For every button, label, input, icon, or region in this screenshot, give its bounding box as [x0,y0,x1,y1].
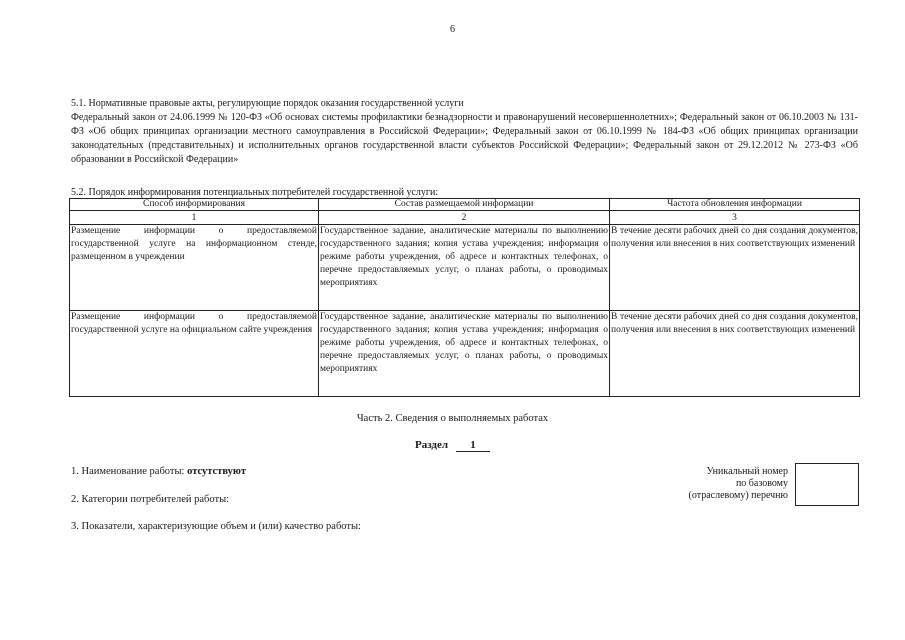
unique-number-box [795,463,859,506]
unique-number-line: по базовому [735,478,788,489]
section-label: Раздел [414,439,449,451]
section-5-1-heading: 5.1. Нормативные правовые акты, регулирующие порядок оказания государственной услуги [71,98,464,109]
table-row [70,311,860,397]
method-cell: Размещение информации о предоставляемой государственной услуге на официальном сайте учреждения [70,311,319,397]
method-cell: Размещение информации о предоставляемой государственной услуге на информационном стенде, размещенном в учреждении [70,225,319,311]
table-header-row [70,199,860,211]
content-cell: Государственное задание, аналитические материалы по выполнению государственного задания; копия устава учреждения; информация о режиме работы учреждения, об адресе и контактных телефонах, о перечне предоставляемых услуг, о планах работы, о проводимых мероприятиях [319,311,610,397]
unique-number-line: (отраслевому) перечню [688,490,788,501]
work-name-value: отсутствуют [187,466,246,477]
section-line [0,439,905,452]
section-number: 1 [456,439,490,452]
column-number: 1 [70,211,319,225]
unique-number-label [640,466,788,502]
table-row [70,225,860,311]
page-number: 6 [450,24,455,35]
informing-table [69,198,860,397]
work-name-line [71,466,246,477]
table-number-row [70,211,860,225]
indicators-line: 3. Показатели, характеризующие объем и (или) качество работы: [71,521,361,532]
work-name-label: 1. Наименование работы: [71,466,185,477]
consumer-categories-line: 2. Категории потребителей работы: [71,494,230,505]
content-cell: Государственное задание, аналитические материалы по выполнению государственного задания; копия устава учреждения; информация о режиме работы учреждения, об адресе и контактных телефонах, о перечне предоставляемых услуг, о планах работы, о проводимых мероприятиях [319,225,610,311]
unique-number-line: Уникальный номер [706,466,788,477]
legal-acts-text: Федеральный закон от 24.06.1999 № 120-ФЗ «Об основах системы профилактики безнадзорности и правонарушений несовершеннолетних»; Федеральный закон от 06.10.2003 № 131-ФЗ «Об общих принципах организации местного самоуправления в Российской Федерации»; Федеральный закон от 06.10.1999 № 184-ФЗ «Об общих принципах организации законодательных (представительных) и исполнительных органов государственной власти субъектов Российской Федерации»; Федеральный закон от 29.12.2012 № 273-ФЗ «Об образовании в Российской Федерации» [71,112,858,165]
part-2-title: Часть 2. Сведения о выполняемых работах [356,413,549,424]
header-method: Способ информирования [70,199,319,211]
header-frequency: Частота обновления информации [610,199,860,211]
column-number: 2 [319,211,610,225]
frequency-cell: В течение десяти рабочих дней со дня создания документов, получения или внесения в них соответствующих изменений [610,311,860,397]
header-content: Состав размещаемой информации [319,199,610,211]
frequency-cell: В течение десяти рабочих дней со дня создания документов, получения или внесения в них соответствующих изменений [610,225,860,311]
section-5-2-heading: 5.2. Порядок информирования потенциальных потребителей государственной услуги: [71,187,439,198]
column-number: 3 [610,211,860,225]
